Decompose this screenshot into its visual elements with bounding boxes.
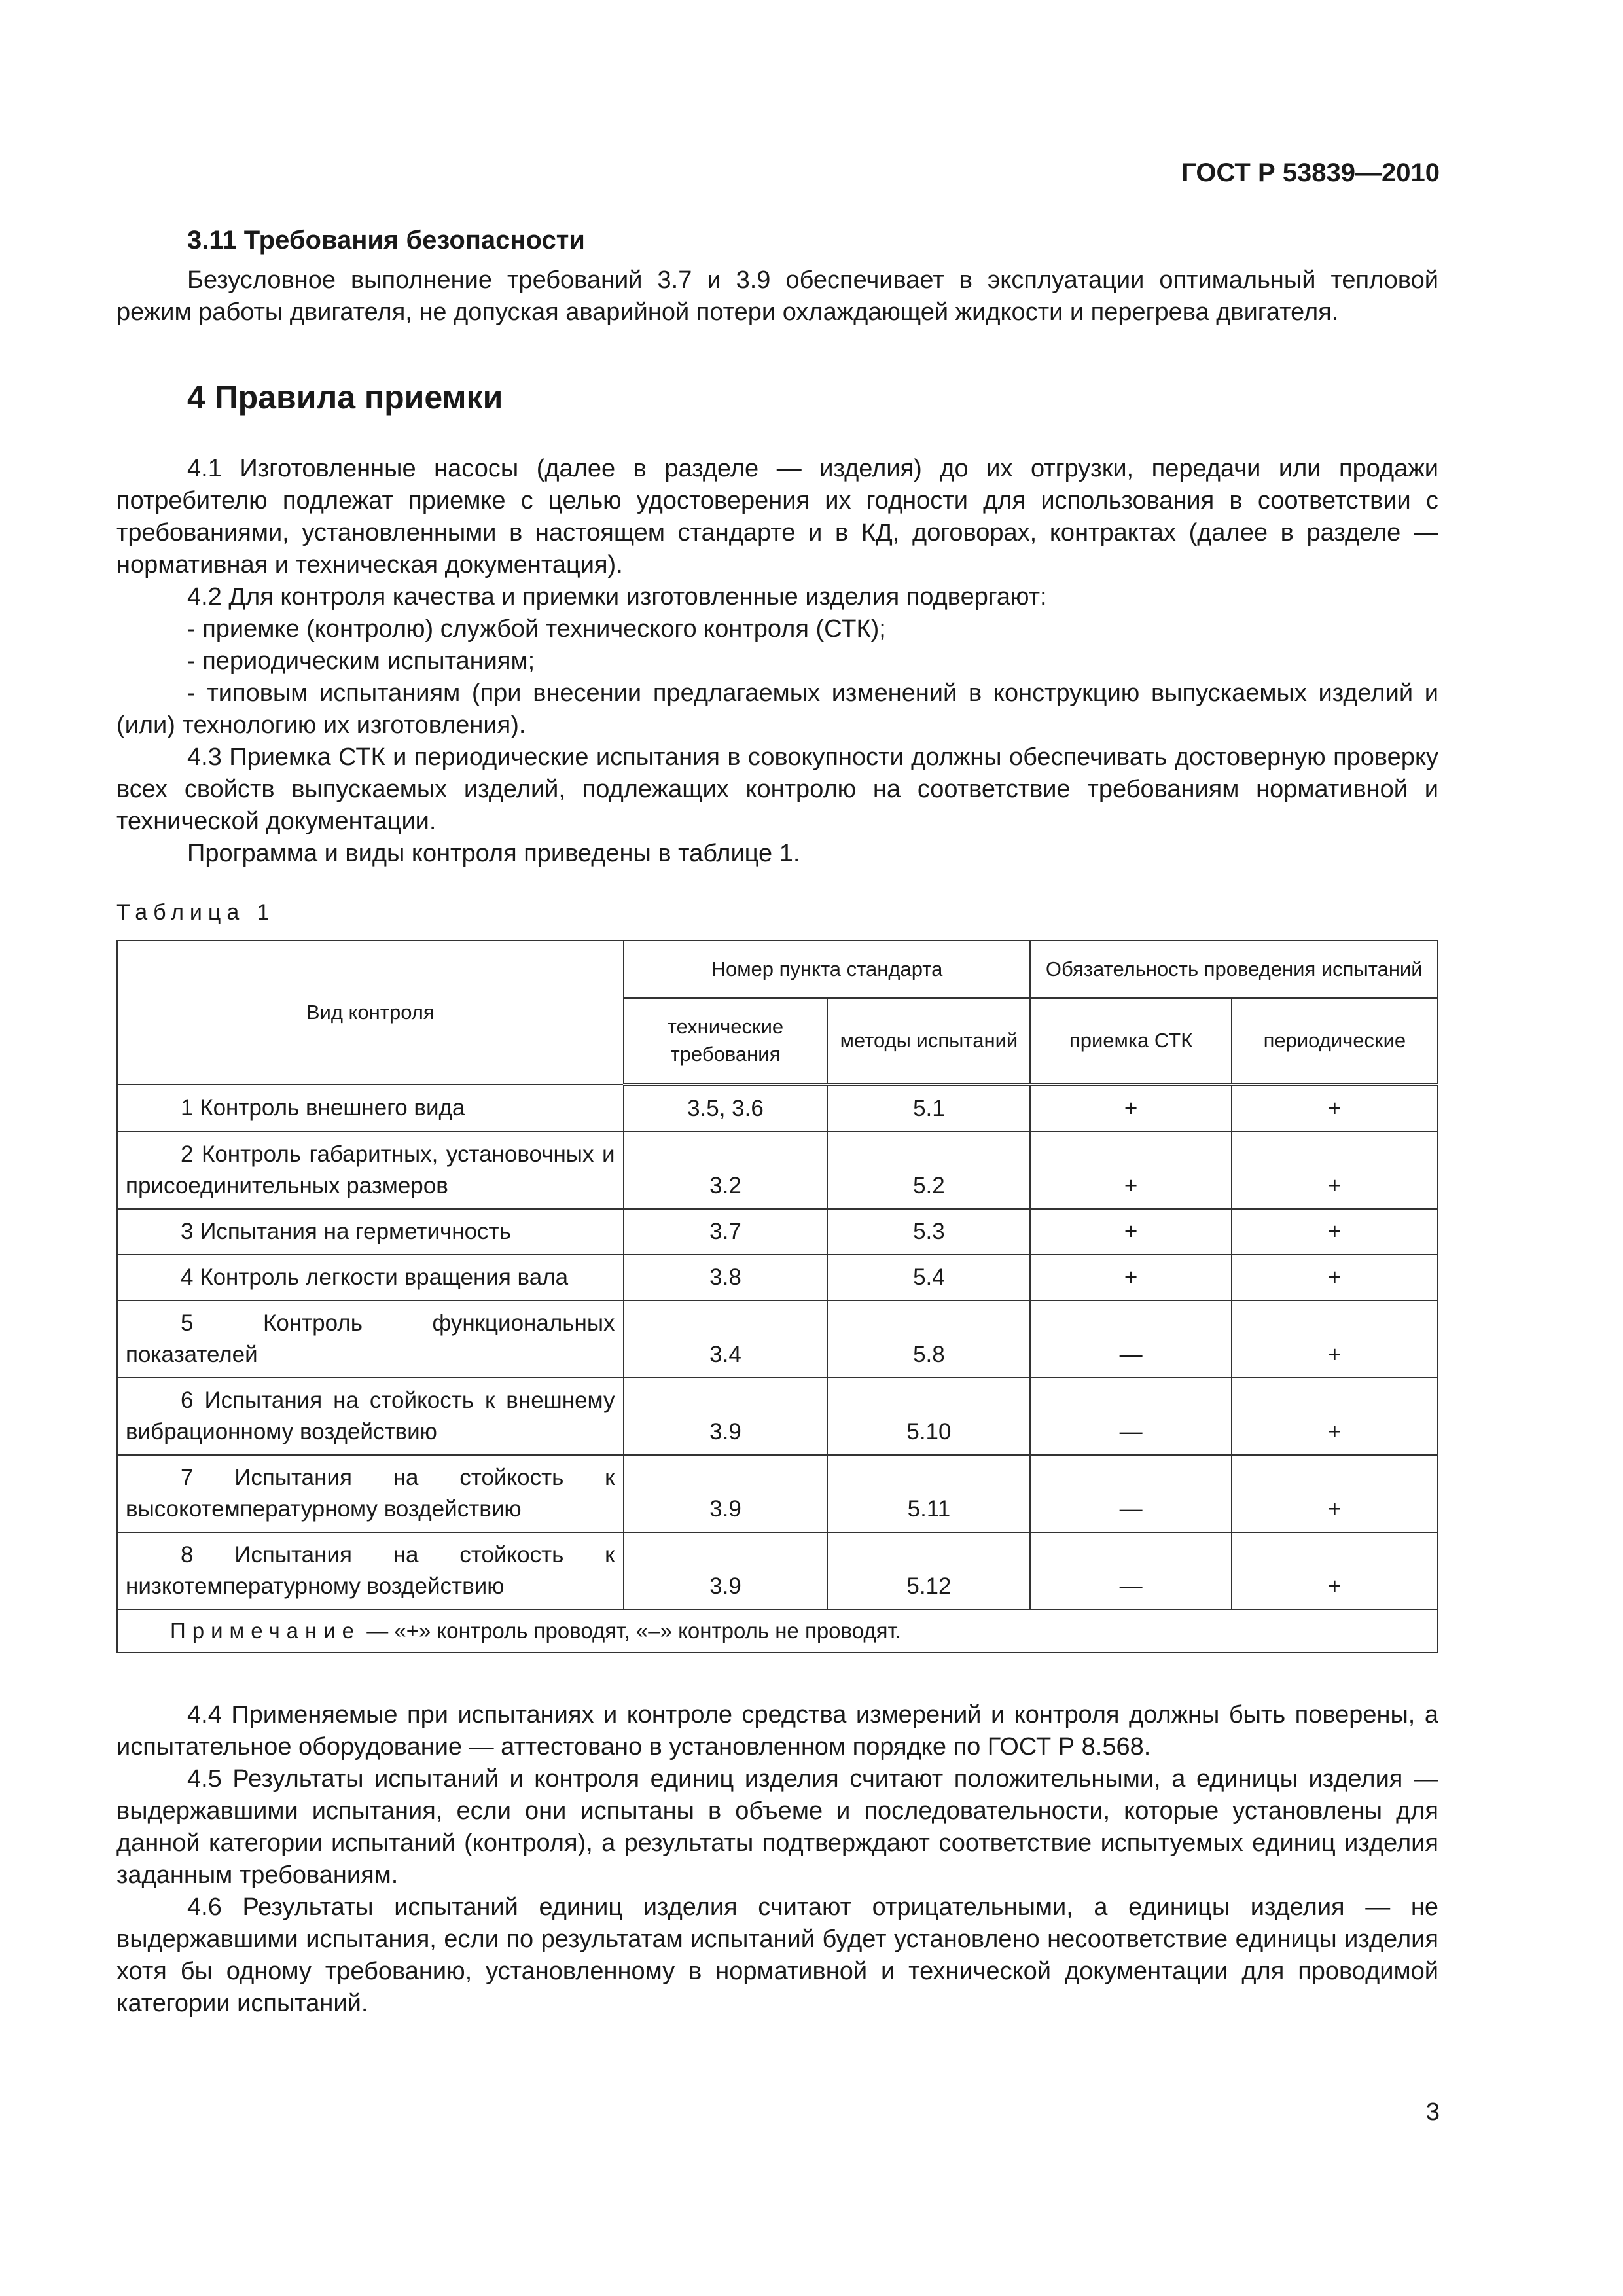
- row-tech-req: 3.5, 3.6: [624, 1085, 828, 1132]
- header-acceptance: приемка СТК: [1030, 998, 1231, 1085]
- row-test-method: 5.8: [827, 1300, 1030, 1378]
- row-acceptance: —: [1030, 1378, 1231, 1455]
- row-acceptance: +: [1030, 1255, 1231, 1300]
- paragraph-4-4: 4.4 Применяемые при испытаниях и контроле средства измерений и контроля должны быть поверены, а испытательное оборудование — аттестовано в установленном порядке по ГОСТ Р 8.568.: [116, 1701, 1438, 1761]
- table-body: [117, 1085, 1438, 1609]
- row-tech-req: 3.7: [624, 1209, 828, 1255]
- row-periodic: +: [1232, 1455, 1438, 1532]
- row-tech-req: 3.8: [624, 1255, 828, 1300]
- paragraph-4-5: 4.5 Результаты испытаний и контроля единиц изделия считают положительными, а единицы изделия — выдержавшими испытания, если они испытаны в объеме и последовательности, которые установлены для данной категории испытаний (контроля), а результаты подтверждают соответствие испытуемых единиц изделия заданным требованиям.: [116, 1765, 1438, 1889]
- row-periodic: +: [1232, 1085, 1438, 1132]
- paragraph-4-1: 4.1 Изготовленные насосы (далее в разделе — изделия) до их отгрузки, передачи или продажи потребителю подлежат приемке с целью удостоверения их годности для использования в соответствии с требованиями, установленными в настоящем стандарте и в КД, договорах, контрактах (далее в разделе — нормативная и техническая документация).: [116, 455, 1438, 579]
- row-name: 8 Испытания на стойкость к низкотемпературному воздействию: [117, 1532, 624, 1609]
- row-periodic: +: [1232, 1300, 1438, 1378]
- row-periodic: +: [1232, 1532, 1438, 1609]
- row-acceptance: —: [1030, 1455, 1231, 1532]
- header-tech-req: технические требования: [624, 998, 828, 1085]
- row-periodic: +: [1232, 1255, 1438, 1300]
- header-clause: Номер пункта стандарта: [624, 941, 1031, 998]
- paragraph-4-2: 4.2 Для контроля качества и приемки изготовленные изделия подвергают:: [187, 583, 1047, 611]
- table-row: [117, 1455, 1438, 1532]
- standard-number: ГОСТ Р 53839—2010: [1181, 158, 1440, 187]
- list-item-periodic: - периодическим испытаниям;: [187, 647, 535, 675]
- page-number: 3: [1425, 2098, 1440, 2126]
- row-name: 3 Испытания на герметичность: [117, 1209, 624, 1255]
- note-text: — «+» контроль проводят, «–» контроль не проводят.: [366, 1619, 902, 1643]
- row-name: 6 Испытания на стойкость к внешнему вибрационному воздействию: [117, 1378, 624, 1455]
- row-periodic: +: [1232, 1132, 1438, 1209]
- header-test-methods: методы испытаний: [827, 998, 1030, 1085]
- paragraph-4-3: 4.3 Приемка СТК и периодические испытания в совокупности должны обеспечивать достоверную проверку всех свойств выпускаемых изделий, подлежащих контролю на соответствие требованиям нормативной и технической документации.: [116, 744, 1438, 835]
- row-acceptance: +: [1030, 1085, 1231, 1132]
- table-row: [117, 1085, 1438, 1132]
- header-kind: Вид контроля: [117, 941, 624, 1085]
- section-3-11-text: Безусловное выполнение требований 3.7 и 3.9 обеспечивает в эксплуатации оптимальный тепловой режим работы двигателя, не допуская аварийной потери охлаждающей жидкости и перегрева двигателя.: [116, 266, 1438, 326]
- row-test-method: 5.1: [827, 1085, 1030, 1132]
- section-3-11-title: 3.11 Требования безопасности: [187, 226, 585, 255]
- row-test-method: 5.11: [827, 1455, 1030, 1532]
- section-4-title: 4 Правила приемки: [187, 379, 503, 416]
- row-name: 4 Контроль легкости вращения вала: [117, 1255, 624, 1300]
- row-tech-req: 3.9: [624, 1378, 828, 1455]
- row-name: 7 Испытания на стойкость к высокотемпературному воздействию: [117, 1455, 624, 1532]
- row-acceptance: —: [1030, 1532, 1231, 1609]
- row-tech-req: 3.2: [624, 1132, 828, 1209]
- header-mandatory: Обязательность проведения испытаний: [1030, 941, 1438, 998]
- control-table: [116, 940, 1438, 1653]
- list-item-type-tests: - типовым испытаниям (при внесении предлагаемых изменений в конструкцию выпускаемых изделий и (или) технологию их изготовления).: [116, 679, 1438, 739]
- after-table-section: [116, 1699, 1438, 2020]
- row-acceptance: +: [1030, 1209, 1231, 1255]
- row-test-method: 5.4: [827, 1255, 1030, 1300]
- row-test-method: 5.2: [827, 1132, 1030, 1209]
- row-acceptance: +: [1030, 1132, 1231, 1209]
- paragraph-4-6: 4.6 Результаты испытаний единиц изделия считают отрицательными, а единицы изделия — не выдержавшими испытания, если по результатам испытаний будет установлено несоответствие единицы изделия хотя бы одному требованию, установленному в нормативной и технической документации для проводимой категории испытаний.: [116, 1893, 1438, 2017]
- list-item-acceptance: - приемке (контролю) службой технического контроля (СТК);: [187, 615, 886, 643]
- row-name: 5 Контроль функциональных показателей: [117, 1300, 624, 1378]
- paragraph-4-3-program: Программа и виды контроля приведены в таблице 1.: [187, 840, 800, 867]
- row-periodic: +: [1232, 1378, 1438, 1455]
- table-row: [117, 1532, 1438, 1609]
- header-periodic: периодические: [1232, 998, 1438, 1085]
- page-content: [116, 226, 1438, 2020]
- table-row: [117, 1255, 1438, 1300]
- table-row: [117, 1378, 1438, 1455]
- row-test-method: 5.3: [827, 1209, 1030, 1255]
- table-row: [117, 1132, 1438, 1209]
- row-tech-req: 3.9: [624, 1455, 828, 1532]
- row-test-method: 5.10: [827, 1378, 1030, 1455]
- row-acceptance: —: [1030, 1300, 1231, 1378]
- row-name: 1 Контроль внешнего вида: [117, 1085, 624, 1132]
- table-row: [117, 1209, 1438, 1255]
- row-periodic: +: [1232, 1209, 1438, 1255]
- row-tech-req: 3.9: [624, 1532, 828, 1609]
- table-row: [117, 1300, 1438, 1378]
- note-label: Примечание: [170, 1619, 361, 1643]
- table-caption: Таблица 1: [116, 900, 276, 925]
- table-note: [117, 1609, 1438, 1653]
- row-test-method: 5.12: [827, 1532, 1030, 1609]
- row-name: 2 Контроль габаритных, установочных и присоединительных размеров: [117, 1132, 624, 1209]
- row-tech-req: 3.4: [624, 1300, 828, 1378]
